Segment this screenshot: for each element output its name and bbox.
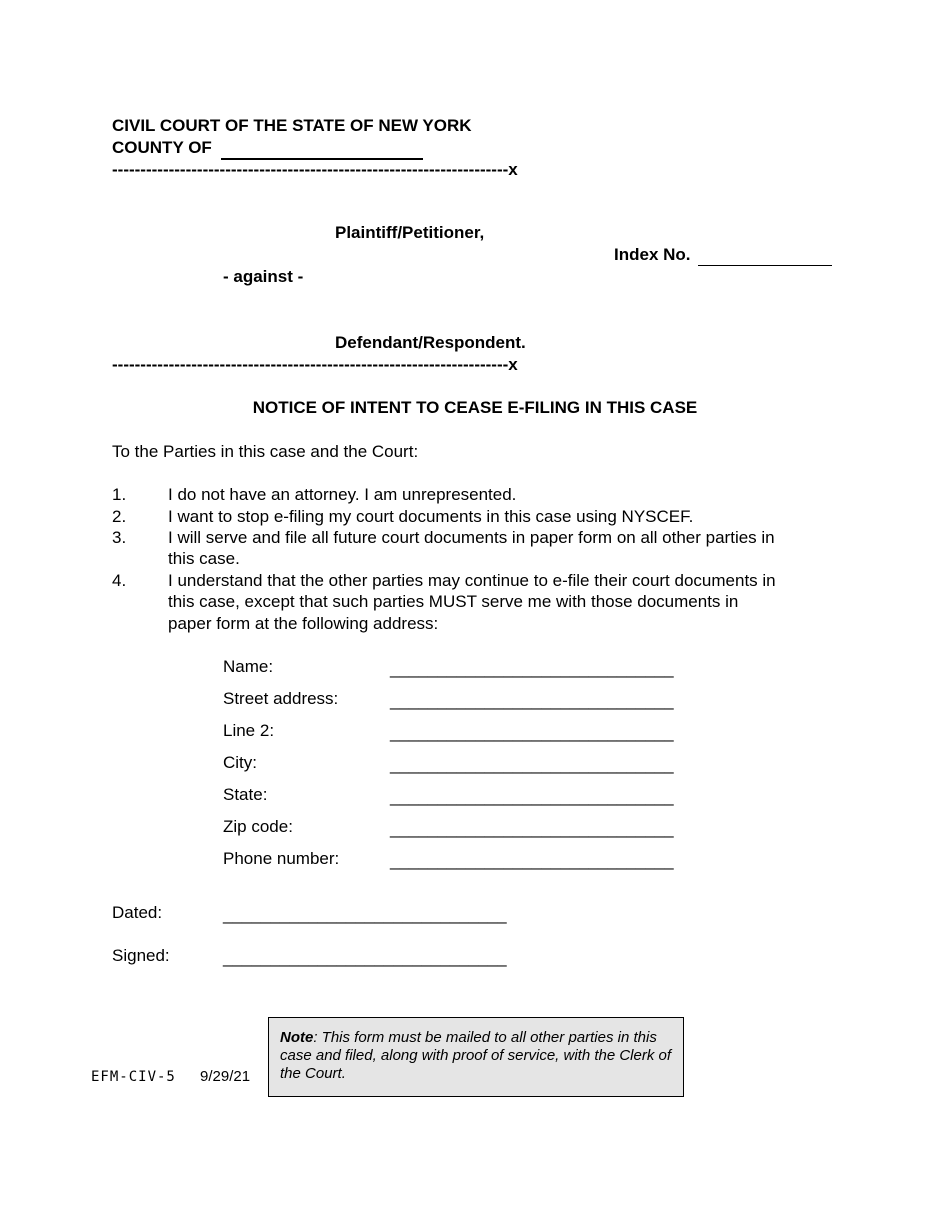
list-number: 1. xyxy=(112,485,127,504)
dated-label: Dated: xyxy=(112,903,163,922)
list-item-text: this case. xyxy=(168,549,240,568)
index-blank[interactable] xyxy=(698,245,832,266)
list-item-text: I understand that the other parties may continue to e-file their court documents in xyxy=(168,571,776,590)
dated-field[interactable]: ______________________________ xyxy=(223,905,507,924)
zip-code-label: Zip code: xyxy=(223,817,293,836)
signed-label: Signed: xyxy=(112,946,170,965)
city-field[interactable]: ______________________________ xyxy=(390,755,674,774)
list-item-text: this case, except that such parties MUST serve me with those documents in xyxy=(168,592,739,611)
plaintiff-label: Plaintiff/Petitioner, xyxy=(335,223,485,242)
state-field[interactable]: ______________________________ xyxy=(390,787,674,806)
county-label: COUNTY OF xyxy=(112,138,212,157)
street-address-label: Street address: xyxy=(223,689,339,708)
list-item-text: I want to stop e-filing my court documents in this case using NYSCEF. xyxy=(168,507,694,526)
county-blank[interactable] xyxy=(221,138,423,160)
note-box xyxy=(268,1017,684,1097)
document-title: NOTICE OF INTENT TO CEASE E-FILING IN THIS CASE xyxy=(252,398,698,417)
line-2-field[interactable]: ______________________________ xyxy=(390,723,674,742)
index-number xyxy=(614,245,832,266)
line-2-label: Line 2: xyxy=(223,721,275,740)
list-number: 3. xyxy=(112,528,127,547)
phone-number-field[interactable]: ______________________________ xyxy=(390,851,674,870)
salutation: To the Parties in this case and the Court: xyxy=(112,442,419,461)
caption-divider-top: ----------------------------------------------------------------------x xyxy=(112,160,518,179)
note-heading: Note xyxy=(280,1029,314,1046)
signed-field[interactable]: ______________________________ xyxy=(223,948,507,967)
name-field[interactable]: ______________________________ xyxy=(390,659,674,678)
street-address-field[interactable]: ______________________________ xyxy=(390,691,674,710)
list-item-text: I do not have an attorney. I am unrepresented. xyxy=(168,485,517,504)
index-label: Index No. xyxy=(614,245,691,264)
list-number: 2. xyxy=(112,507,127,526)
note-text: : This form must be mailed to all other parties in this case and filed, along with proof of service, with the Clerk of the Court. xyxy=(280,1029,672,1082)
against-label: - against - xyxy=(223,267,304,286)
state-label: State: xyxy=(223,785,268,804)
phone-number-label: Phone number: xyxy=(223,849,340,868)
zip-code-field[interactable]: ______________________________ xyxy=(390,819,674,838)
form-code: EFM-CIV-5 xyxy=(91,1069,176,1085)
court-name: CIVIL COURT OF THE STATE OF NEW YORK xyxy=(112,116,472,135)
defendant-label: Defendant/Respondent. xyxy=(335,333,526,352)
city-label: City: xyxy=(223,753,257,772)
county-line xyxy=(112,138,423,160)
list-item-text: I will serve and file all future court documents in paper form on all other parties in xyxy=(168,528,775,547)
list-item-text: paper form at the following address: xyxy=(168,614,439,633)
name-label: Name: xyxy=(223,657,274,676)
list-number: 4. xyxy=(112,571,127,590)
form-date: 9/29/21 xyxy=(200,1068,251,1085)
caption-divider-bottom: ----------------------------------------------------------------------x xyxy=(112,355,518,374)
